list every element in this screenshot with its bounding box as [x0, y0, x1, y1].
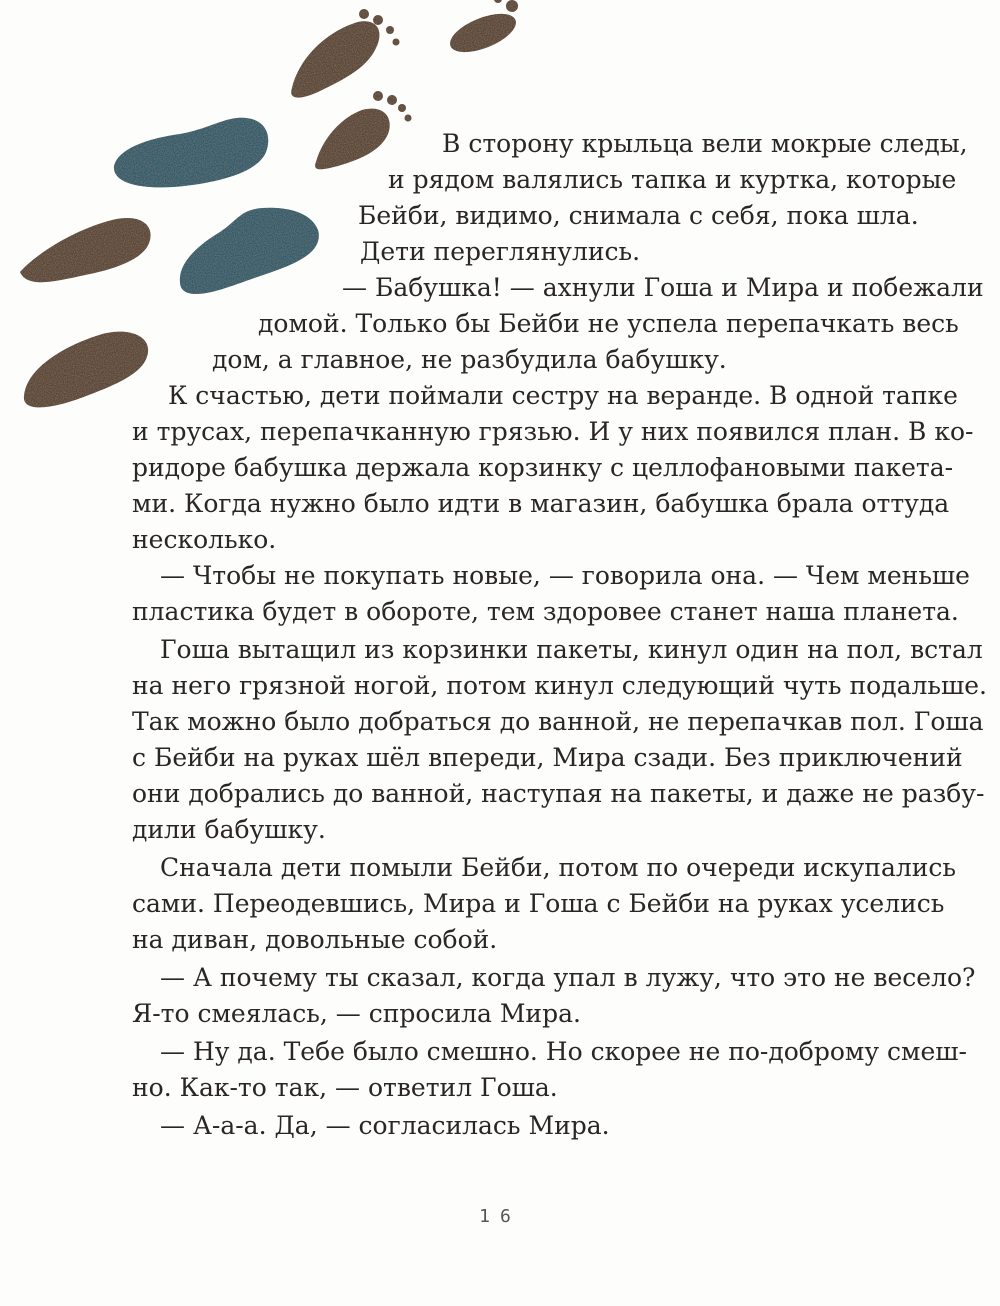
text-line: они добрались до ванной, наступая на пакеты, и даже не разбу- — [132, 779, 985, 808]
text-line: сами. Переодевшись, Мира и Гоша с Бейби на руках уселись — [132, 889, 945, 918]
text-line: дили бабушку. — [132, 815, 326, 844]
slipper-icon — [180, 208, 319, 294]
text-line: — А-а-а. Да, — согласилась Мира. — [160, 1111, 610, 1140]
text-line: домой. Только бы Бейби не успела перепачкать весь — [258, 309, 959, 338]
text-line: Я-то смеялась, — спросила Мира. — [132, 999, 581, 1028]
slipper-icon — [114, 118, 268, 188]
text-line: К счастью, дети поймали сестру на веранде. В одной тапке — [168, 381, 958, 410]
text-line: и рядом валялись тапка и куртка, которые — [388, 165, 957, 194]
text-line: Так можно было добраться до ванной, не перепачкав пол. Гоша — [132, 707, 984, 736]
text-line: но. Как-то так, — ответил Гоша. — [132, 1073, 558, 1102]
page-number: 16 — [479, 1206, 521, 1227]
text-line: Дети переглянулись. — [360, 237, 641, 266]
text-line: ридоре бабушка держала корзинку с целлофановыми пакета- — [132, 453, 954, 482]
bare-footprint-icon — [20, 218, 151, 282]
text-line: Гоша вытащил из корзинки пакеты, кинул один на пол, встал — [160, 635, 983, 664]
text-line: дом, а главное, не разбудила бабушку. — [212, 345, 727, 374]
bare-footprint-icon — [445, 0, 521, 60]
text-line: и трусах, перепачканную грязью. И у них появился план. В ко- — [132, 417, 974, 446]
text-line: — Бабушка! — ахнули Гоша и Мира и побежали — [342, 273, 984, 302]
text-line: пластика будет в обороте, тем здоровее станет наша планета. — [132, 597, 959, 626]
text-line: ми. Когда нужно было идти в магазин, бабушка брала оттуда — [132, 489, 950, 518]
text-line: с Бейби на руках шёл впереди, Мира сзади. Без приключений — [132, 743, 963, 772]
text-line: несколько. — [132, 525, 277, 554]
text-line: на него грязной ногой, потом кинул следующий чуть подальше. — [132, 671, 987, 700]
text-line: — Ну да. Тебе было смешно. Но скорее не по-доброму смеш- — [160, 1037, 967, 1066]
text-line: Бейби, видимо, снимала с себя, пока шла. — [358, 201, 919, 230]
text-line: — Чтобы не покупать новые, — говорила она. — Чем меньше — [160, 561, 970, 590]
text-line: на диван, довольные собой. — [132, 925, 498, 954]
bare-footprint-icon — [315, 91, 411, 169]
text-line: Сначала дети помыли Бейби, потом по очереди искупались — [160, 853, 957, 882]
text-line: — А почему ты сказал, когда упал в лужу, что это не весело? — [160, 963, 976, 992]
bare-footprint-icon — [291, 9, 399, 98]
bare-footprint-icon — [24, 332, 148, 408]
text-line: В сторону крыльца вели мокрые следы, — [442, 129, 968, 158]
